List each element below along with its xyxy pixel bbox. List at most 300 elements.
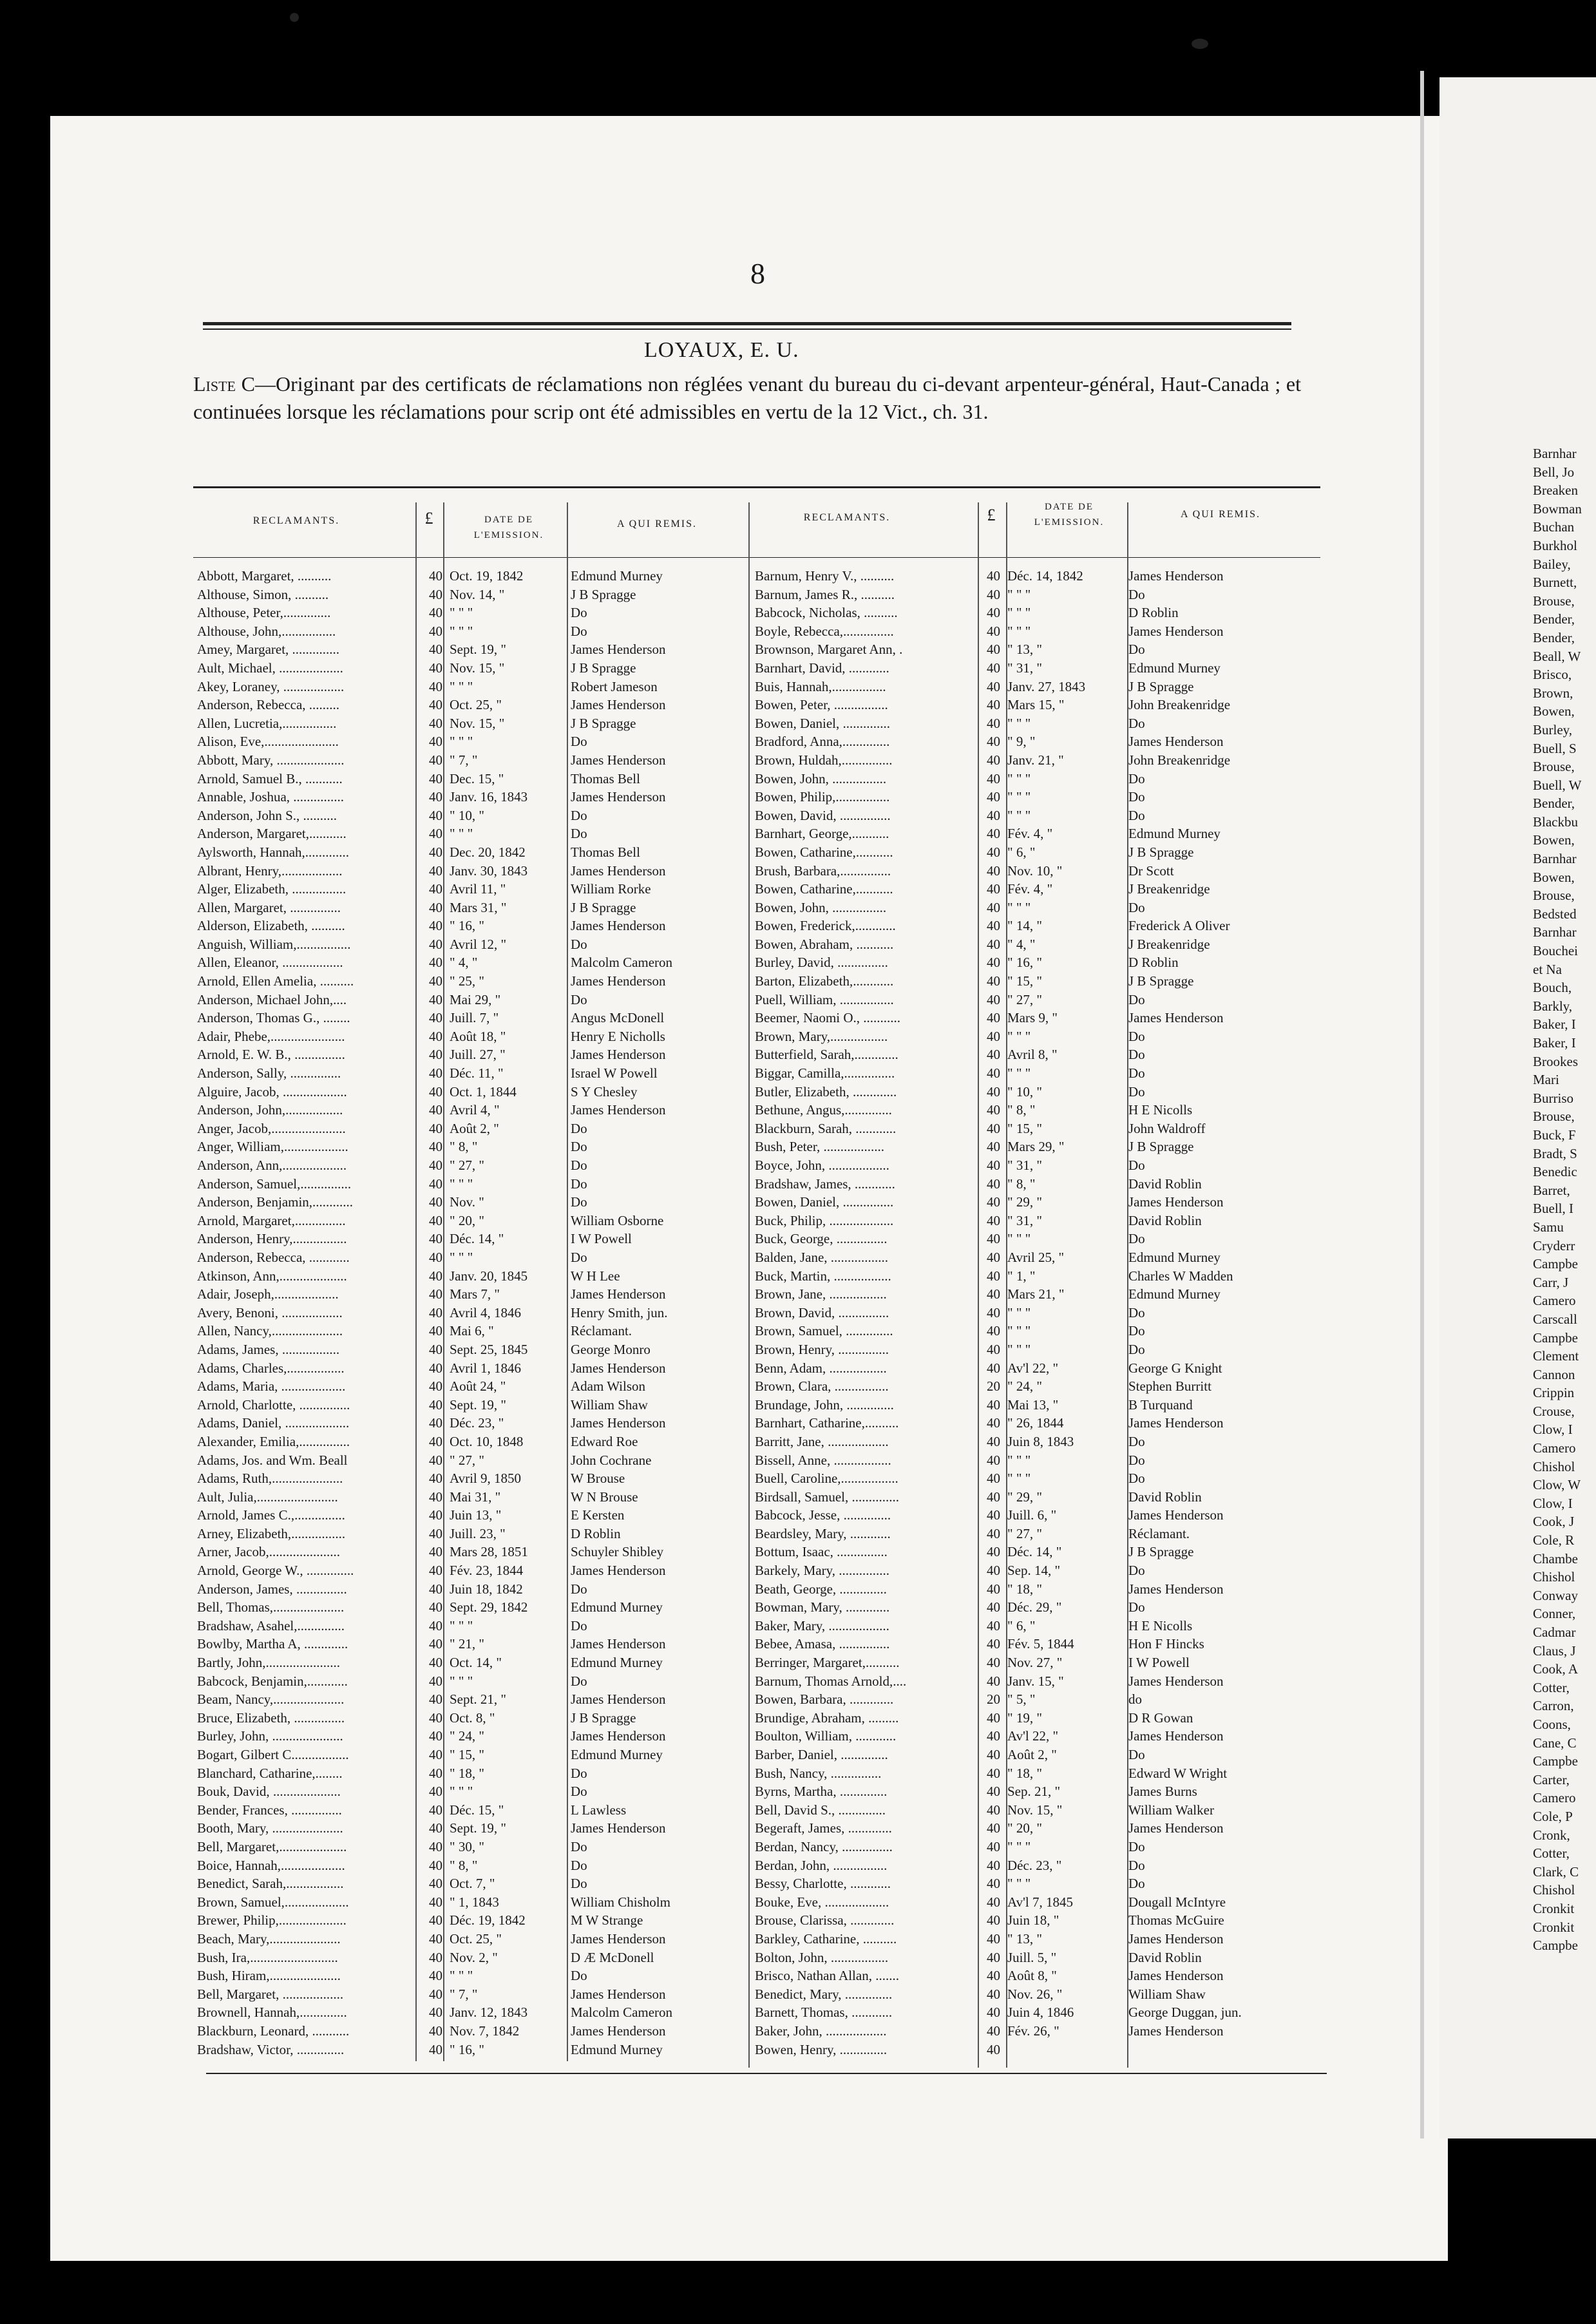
remitted-to: James Henderson	[571, 752, 666, 768]
next-page-claimant: Bell, Jo	[1533, 464, 1575, 480]
remitted-to: William Chisholm	[571, 1894, 670, 1910]
claimant-name: Bruce, Elizabeth, ...............	[197, 1710, 345, 1726]
claim-amount: 40	[429, 1894, 442, 1910]
remitted-to: Do	[571, 1673, 587, 1689]
issue-date: " 27, "	[450, 1157, 484, 1173]
claim-amount: 40	[987, 1986, 1000, 2002]
claim-amount: 40	[987, 936, 1000, 952]
claimant-name: Alexander, Emilia,...............	[197, 1433, 350, 1449]
table-row	[755, 1746, 1322, 1764]
table-row	[197, 1580, 745, 1599]
remitted-to: Do	[571, 623, 587, 639]
header-claimants-left: RECLAMANTS.	[252, 515, 340, 526]
issue-date: " 31, "	[1007, 1212, 1042, 1228]
claimant-name: Boulton, William, ............	[755, 1728, 897, 1744]
claim-amount: 40	[987, 955, 1000, 971]
issue-date: Août 8, "	[1007, 1968, 1057, 1984]
remitted-to: Do	[1128, 1433, 1145, 1449]
claim-amount: 40	[987, 1747, 1000, 1762]
remitted-to: James Henderson	[571, 1415, 666, 1431]
claim-amount: 40	[429, 973, 442, 989]
table-row	[755, 1856, 1322, 1875]
remitted-to: Do	[571, 1176, 587, 1192]
remitted-to: Do	[1128, 991, 1145, 1007]
remitted-to: Réclamant.	[1128, 1525, 1190, 1541]
claim-amount: 40	[987, 1268, 1000, 1284]
issue-date: Mai 31, "	[450, 1489, 501, 1505]
remitted-to: S Y Chesley	[571, 1083, 638, 1100]
claimant-name: Bell, Thomas,.....................	[197, 1599, 345, 1615]
table-row	[755, 1948, 1322, 1967]
claimant-name: Anderson, John,.................	[197, 1102, 343, 1118]
claim-amount: 40	[987, 1341, 1000, 1357]
issue-date: " 6, "	[1007, 1617, 1036, 1633]
claim-amount: 40	[429, 1323, 442, 1339]
claim-amount: 40	[429, 1544, 442, 1560]
table-row	[197, 1764, 745, 1783]
remitted-to: do	[1128, 1691, 1142, 1708]
claimant-name: Brush, Barbara,...............	[755, 862, 891, 879]
claimant-name: Bowen, John, ................	[755, 899, 887, 915]
table-row	[197, 899, 745, 917]
issue-date: Janv. 15, "	[1007, 1673, 1064, 1689]
claim-amount: 40	[987, 1563, 1000, 1579]
claimant-name: Bowen, Daniel, ..............	[755, 715, 890, 731]
claim-amount: 40	[987, 1010, 1000, 1026]
claimant-name: Anderson, Ann,...................	[197, 1157, 347, 1173]
table-row	[755, 1101, 1322, 1119]
remitted-to: Henry Smith, jun.	[571, 1304, 668, 1320]
table-row	[197, 1672, 745, 1691]
table-row	[755, 1764, 1322, 1783]
header-rule-bottom	[203, 329, 1291, 330]
issue-date: Oct. 1, 1844	[450, 1083, 517, 1100]
table-row	[755, 1874, 1322, 1893]
table-row	[197, 659, 745, 678]
remitted-to: J B Spragge	[1128, 1139, 1194, 1155]
claimant-name: Benedict, Mary, ..............	[755, 1986, 893, 2002]
claimant-name: Albrant, Henry,..................	[197, 862, 343, 879]
remitted-to: J B Spragge	[1128, 973, 1194, 989]
claim-amount: 40	[429, 1525, 442, 1541]
remitted-to: Do	[1128, 1157, 1145, 1173]
table-row	[197, 1156, 745, 1175]
claim-amount: 40	[429, 1747, 442, 1762]
remitted-to: James Henderson	[571, 1728, 666, 1744]
issue-date: Mars 28, 1851	[450, 1544, 528, 1560]
remitted-to: James Henderson	[1128, 1415, 1224, 1431]
issue-date: " " "	[1007, 1452, 1031, 1468]
remitted-to: James Henderson	[1128, 1930, 1224, 1947]
table-row	[755, 1469, 1322, 1488]
next-page-claimant: Bowen,	[1533, 832, 1575, 848]
remitted-to: H E Nicolls	[1128, 1102, 1193, 1118]
next-page-claimant: Brookes	[1533, 1053, 1578, 1069]
table-row	[197, 1359, 745, 1378]
claim-amount: 40	[987, 1471, 1000, 1487]
remitted-to: James Henderson	[571, 642, 666, 658]
issue-date: " " "	[450, 734, 473, 750]
claimant-name: Barnett, Thomas, ............	[755, 2005, 893, 2021]
list-description-text: —Originant par des certificats de réclamations non réglées venant du bureau du ci-devant arpenteur-général, Haut-Canada ; et continuées lorsque les réclamations pour scrip ont été admissibles en vertu de la 12 Vict., ch. 31.	[193, 372, 1302, 423]
issue-date: Déc. 23, "	[1007, 1857, 1062, 1873]
remitted-to: Do	[1128, 715, 1145, 731]
issue-date: Juin 4, 1846	[1007, 2005, 1074, 2021]
claim-amount: 40	[429, 1028, 442, 1044]
table-row	[755, 1838, 1322, 1856]
claimant-name: Booth, Mary, .....................	[197, 1820, 343, 1836]
remitted-to: Adam Wilson	[571, 1378, 646, 1395]
remitted-to: Do	[1128, 1838, 1145, 1854]
claimant-name: Anderson, Thomas G., ........	[197, 1010, 350, 1026]
remitted-to: James Henderson	[571, 918, 666, 934]
claimant-name: Buis, Hannah,................	[755, 678, 886, 694]
claimant-name: Ault, Michael, ...................	[197, 660, 343, 676]
remitted-to: D Roblin	[1128, 605, 1179, 621]
remitted-to: J B Spragge	[571, 586, 636, 602]
remitted-to: James Henderson	[1128, 734, 1224, 750]
next-page-claimant: Cotter,	[1533, 1679, 1570, 1695]
claim-amount: 40	[987, 1544, 1000, 1560]
header-remis-right: A QUI REMIS.	[1180, 509, 1260, 520]
issue-date: Janv. 30, 1843	[450, 862, 528, 879]
remitted-to: Thomas Bell	[571, 770, 640, 786]
next-page-claimant: Barkly,	[1533, 998, 1573, 1014]
remitted-to	[1128, 2041, 1322, 2059]
remitted-to: Do	[571, 1120, 587, 1136]
issue-date: " 21, "	[450, 1636, 484, 1652]
issue-date: Déc. 11, "	[450, 1065, 504, 1081]
claimant-name: Bowen, Catharine,...........	[755, 844, 893, 860]
claimant-name: Buell, Caroline,.................	[755, 1471, 898, 1487]
issue-date: Nov. 10, "	[1007, 862, 1063, 879]
issue-date: " " "	[1007, 807, 1031, 823]
claim-amount: 40	[987, 715, 1000, 731]
remitted-to: Do	[571, 1194, 587, 1210]
claim-amount: 40	[987, 1507, 1000, 1523]
next-page-claimant: Cook, J	[1533, 1514, 1575, 1530]
claimant-name: Babcock, Benjamin,............	[197, 1673, 348, 1689]
claim-amount: 40	[987, 1176, 1000, 1192]
claim-amount: 40	[429, 1341, 442, 1357]
table-row	[197, 1138, 745, 1156]
table-row	[197, 1893, 745, 1912]
table-row	[755, 1340, 1322, 1359]
claimant-name: Birdsall, Samuel, ..............	[755, 1489, 899, 1505]
scan-speck	[290, 13, 299, 22]
next-page-claimant: Brouse,	[1533, 593, 1575, 609]
remitted-to: Do	[1128, 807, 1145, 823]
remitted-to: James Henderson	[1128, 1673, 1224, 1689]
table-row	[197, 1433, 745, 1451]
next-page-claimant: Camero	[1533, 1293, 1576, 1309]
claimant-name: Arnold, Samuel B., ...........	[197, 770, 343, 786]
claim-amount: 40	[987, 844, 1000, 860]
claimant-name: Anderson, Rebecca, ............	[197, 1249, 350, 1265]
remitted-to: William Osborne	[571, 1212, 664, 1228]
issue-date: Fév. 4, "	[1007, 826, 1053, 842]
table-row	[197, 1469, 745, 1488]
table-row	[197, 1782, 745, 1801]
next-page-claimant: Barnhar	[1533, 924, 1577, 940]
table-row	[197, 622, 745, 641]
issue-date: " 13, "	[1007, 642, 1042, 658]
claimant-name: Allen, Lucretia,................	[197, 715, 337, 731]
issue-date: Mars 21, "	[1007, 1286, 1065, 1302]
claimant-name: Anderson, Michael John,....	[197, 991, 347, 1007]
issue-date: Mai 13, "	[1007, 1396, 1059, 1413]
table-row	[197, 1838, 745, 1856]
claim-amount: 40	[429, 1765, 442, 1781]
issue-date: " " "	[1007, 1065, 1031, 1081]
issue-date: Janv. 21, "	[1007, 752, 1064, 768]
remitted-to: John Cochrane	[571, 1452, 652, 1468]
remitted-to: David Roblin	[1128, 1212, 1202, 1228]
claimant-name: Bell, Margaret,....................	[197, 1838, 347, 1854]
table-row	[197, 1911, 745, 1930]
next-page-claimant: Conner,	[1533, 1606, 1576, 1622]
claim-amount: 40	[429, 826, 442, 842]
claim-amount: 40	[987, 862, 1000, 879]
claimant-name: Bush, Nancy, ...............	[755, 1765, 882, 1781]
issue-date: Août 2, "	[450, 1120, 499, 1136]
issue-date: Avril 9, 1850	[450, 1471, 522, 1487]
issue-date: Juin 13, "	[450, 1507, 502, 1523]
claimant-name: Barnhart, George,...........	[755, 826, 889, 842]
claimant-name: Bowen, Daniel, ...............	[755, 1194, 894, 1210]
issue-date: " 26, 1844	[1007, 1415, 1064, 1431]
claimant-name: Annable, Joshua, ...............	[197, 789, 345, 805]
next-page-claimant: Claus, J	[1533, 1643, 1576, 1659]
issue-date: Oct. 8, "	[450, 1710, 495, 1726]
list-description	[193, 370, 1301, 426]
claim-amount: 40	[987, 1838, 1000, 1854]
issue-date: " " "	[1007, 1838, 1031, 1854]
claim-amount: 40	[429, 752, 442, 768]
issue-date: Déc. 14, "	[1007, 1544, 1062, 1560]
table-row	[755, 1690, 1322, 1709]
table-row	[197, 806, 745, 825]
table-row	[755, 2041, 1322, 2059]
table-row	[755, 1248, 1322, 1267]
remitted-to: James Henderson	[1128, 568, 1224, 584]
issue-date: " " "	[1007, 1341, 1031, 1357]
table-row	[755, 843, 1322, 862]
claimant-name: Bogart, Gilbert C.................	[197, 1747, 349, 1762]
issue-date: " 8, "	[450, 1139, 478, 1155]
claim-amount: 40	[429, 1047, 442, 1063]
table-row	[755, 1782, 1322, 1801]
next-page-claimant: Brown,	[1533, 685, 1573, 701]
table-row	[755, 567, 1322, 586]
table-row	[197, 1930, 745, 1948]
issue-date: Dec. 15, "	[450, 770, 504, 786]
issue-date: Sept. 21, "	[450, 1691, 506, 1708]
issue-date: " 19, "	[1007, 1710, 1042, 1726]
table-row	[755, 1653, 1322, 1672]
issue-date: " 16, "	[450, 2041, 484, 2057]
table-row	[197, 1064, 745, 1083]
remitted-to: Edmund Murney	[571, 2041, 663, 2057]
table-row	[755, 2022, 1322, 2041]
issue-date: " 8, "	[450, 1857, 478, 1873]
claimant-name: Bolton, John, .................	[755, 1949, 889, 1965]
remitted-to: Do	[1128, 1065, 1145, 1081]
remitted-to: David Roblin	[1128, 1949, 1202, 1965]
remitted-to: Do	[1128, 1304, 1145, 1320]
claim-amount: 40	[987, 1065, 1000, 1081]
table-row	[755, 953, 1322, 972]
issue-date: " 8, "	[1007, 1102, 1036, 1118]
next-page-claimant: Bradt, S	[1533, 1145, 1577, 1161]
next-page-claimant: Carr, J	[1533, 1274, 1569, 1290]
table-row	[197, 1488, 745, 1507]
issue-date: " " "	[450, 623, 473, 639]
claim-amount: 40	[987, 1636, 1000, 1652]
issue-date: Oct. 7, "	[450, 1876, 495, 1892]
claimant-name: Bouk, David, ....................	[197, 1784, 341, 1800]
claim-amount: 40	[987, 991, 1000, 1007]
claimant-name: Boice, Hannah,...................	[197, 1857, 345, 1873]
remitted-to: Do	[1128, 770, 1145, 786]
issue-date: Oct. 25, "	[450, 697, 502, 713]
claim-amount: 40	[429, 770, 442, 786]
issue-date: " 20, "	[1007, 1820, 1042, 1836]
table-row	[755, 1561, 1322, 1580]
claimant-name: Anger, William,...................	[197, 1139, 348, 1155]
claimant-name: Berdan, Nancy, ...............	[755, 1838, 893, 1854]
claim-amount: 40	[429, 936, 442, 952]
claimant-name: Beardsley, Mary, ............	[755, 1525, 891, 1541]
claimant-name: Barton, Elizabeth,............	[755, 973, 894, 989]
remitted-to: Henry E Nicholls	[571, 1028, 665, 1044]
claimant-name: Brownell, Hannah,..............	[197, 2005, 347, 2021]
claim-amount: 40	[429, 991, 442, 1007]
issue-date: " 30, "	[450, 1838, 484, 1854]
claimant-name: Bowen, Henry, ..............	[755, 2041, 888, 2057]
claim-amount: 40	[987, 1599, 1000, 1615]
remitted-to: Do	[1128, 642, 1145, 658]
claim-amount: 40	[429, 1912, 442, 1929]
table-row	[755, 1433, 1322, 1451]
table-row	[197, 917, 745, 935]
remitted-to: David Roblin	[1128, 1489, 1202, 1505]
claimant-name: Barnum, Henry V., ..........	[755, 568, 895, 584]
table-row	[197, 1304, 745, 1322]
claim-amount: 40	[429, 1268, 442, 1284]
header-remis-left: A QUI REMIS.	[616, 519, 697, 529]
issue-date: " 1, "	[1007, 1268, 1036, 1284]
remitted-to: Edmund Murney	[571, 1655, 663, 1671]
issue-date: Mars 31, "	[450, 899, 507, 915]
claimant-name: Anderson, Samuel,...............	[197, 1176, 352, 1192]
issue-date: Juin 8, 1843	[1007, 1433, 1074, 1449]
claimant-name: Beam, Nancy,.....................	[197, 1691, 345, 1708]
claimant-name: Bartly, John,......................	[197, 1655, 341, 1671]
issue-date: " " "	[450, 1249, 473, 1265]
claimant-name: Buck, George, ...............	[755, 1231, 888, 1247]
claim-amount: 40	[429, 1249, 442, 1265]
claim-amount: 40	[429, 1231, 442, 1247]
claim-amount: 40	[429, 2041, 442, 2057]
issue-date: " 31, "	[1007, 1157, 1042, 1173]
next-page-claimants	[1533, 444, 1596, 1955]
issue-date: Sept. 19, "	[450, 642, 506, 658]
claim-amount: 40	[429, 1452, 442, 1468]
claimant-name: Barnhart, David, ............	[755, 660, 889, 676]
claimant-name: Adams, Ruth,.....................	[197, 1471, 343, 1487]
table-row	[197, 972, 745, 991]
issue-date: " 29, "	[1007, 1489, 1042, 1505]
section-title: LOYAUX, E. U.	[644, 338, 799, 362]
next-page-claimant: Bouch,	[1533, 980, 1572, 996]
claim-amount: 40	[987, 1415, 1000, 1431]
issue-date: Nov. 26, "	[1007, 1986, 1063, 2002]
table-row	[197, 788, 745, 806]
remitted-to: J B Spragge	[1128, 844, 1194, 860]
claim-amount: 40	[987, 1894, 1000, 1910]
remitted-to: Thomas McGuire	[1128, 1912, 1224, 1929]
issue-date: Mars 7, "	[450, 1286, 500, 1302]
issue-date: Av'l 22, "	[1007, 1728, 1059, 1744]
next-page-claimant: Camero	[1533, 1440, 1576, 1456]
claimant-name: Anger, Jacob,......................	[197, 1120, 346, 1136]
table-row	[197, 2041, 745, 2059]
next-page-claimant: Chambe	[1533, 1550, 1578, 1567]
claim-amount: 40	[429, 1433, 442, 1449]
issue-date: " 24, "	[450, 1728, 484, 1744]
next-page-claimant: Camero	[1533, 1790, 1576, 1806]
issue-date: Nov. "	[450, 1194, 484, 1210]
issue-date: " 29, "	[1007, 1194, 1042, 1210]
issue-date: Nov. 14, "	[450, 586, 505, 602]
issue-date: " 20, "	[450, 1212, 484, 1228]
claim-amount: 40	[429, 734, 442, 750]
remitted-to: Do	[1128, 1471, 1145, 1487]
remitted-to: Do	[1128, 1876, 1145, 1892]
remitted-to: D Roblin	[1128, 955, 1179, 971]
issue-date: " " "	[450, 1617, 473, 1633]
issue-date: " " "	[450, 1784, 473, 1800]
issue-date: " " "	[450, 1968, 473, 1984]
next-page-claimant: Buell, I	[1533, 1201, 1573, 1217]
claim-amount: 40	[429, 642, 442, 658]
table-row	[755, 824, 1322, 843]
issue-date: Janv. 27, 1843	[1007, 678, 1086, 694]
table-rule-bottom	[206, 2073, 1327, 2074]
remitted-to: Do	[571, 1968, 587, 1984]
issue-date: Déc. 29, "	[1007, 1599, 1062, 1615]
remitted-to: Do	[571, 826, 587, 842]
remitted-to: Edmund Murney	[571, 568, 663, 584]
claimant-name: Alderson, Elizabeth, ..........	[197, 918, 345, 934]
claim-amount: 40	[429, 1691, 442, 1708]
remitted-to: Dougall McIntyre	[1128, 1894, 1226, 1910]
claim-amount: 40	[429, 1415, 442, 1431]
claimant-name: Abbott, Mary, ....................	[197, 752, 345, 768]
issue-date: Mai 29, "	[450, 991, 501, 1007]
table-row	[197, 843, 745, 862]
claim-amount: 40	[429, 1802, 442, 1818]
next-page-claimant: Clark, C	[1533, 1863, 1579, 1880]
issue-date: " 4, "	[1007, 936, 1036, 952]
next-page-claimant: Clow, W	[1533, 1477, 1581, 1493]
table-row	[755, 1285, 1322, 1304]
table-row	[197, 2003, 745, 2022]
remitted-to: Edmund Murney	[571, 1747, 663, 1762]
claimant-name: Alguire, Jacob, ...................	[197, 1083, 347, 1100]
claim-amount: 40	[429, 789, 442, 805]
